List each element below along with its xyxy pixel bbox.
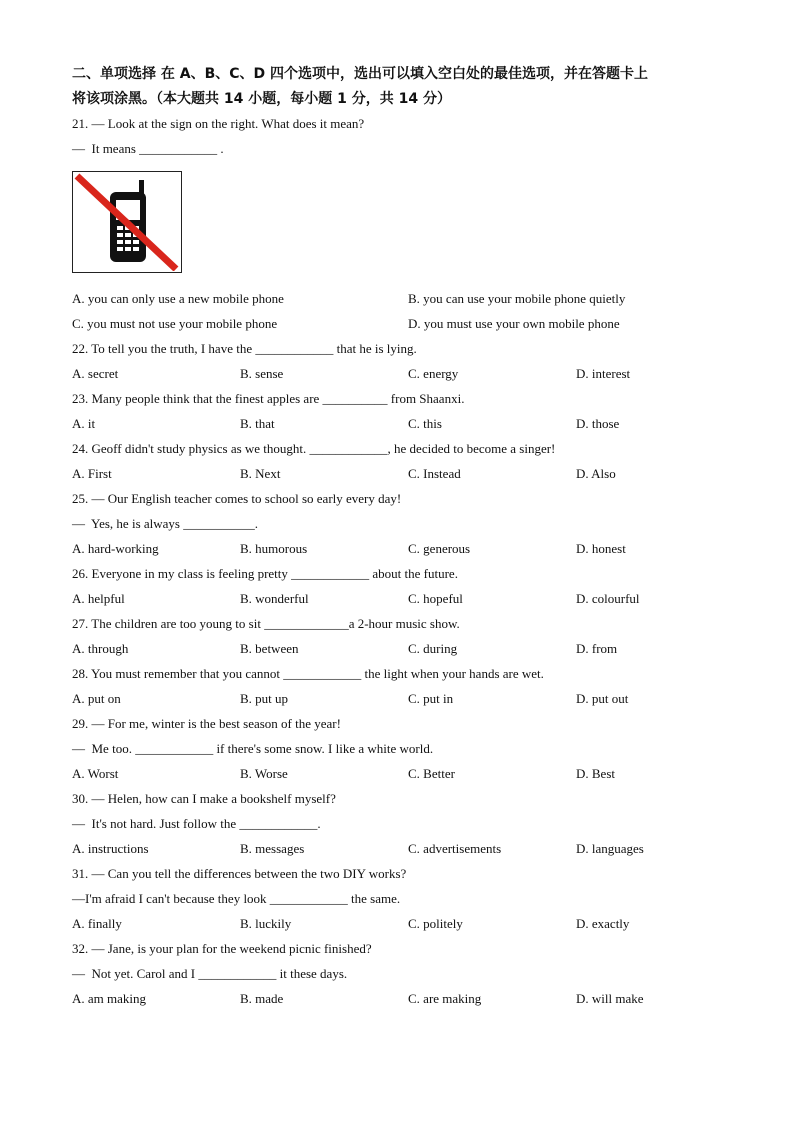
section-title-line1: 二、单项选择 在 A、B、C、D 四个选项中，选出可以填入空白处的最佳选项，并在答题卡上	[72, 66, 649, 82]
answer-option[interactable]: D. Also	[576, 466, 616, 481]
answer-option[interactable]: D. you must use your own mobile phone	[408, 316, 620, 331]
answer-option[interactable]: B. between	[240, 641, 299, 656]
answer-option[interactable]: C. generous	[408, 541, 471, 556]
answer-option[interactable]: B. that	[240, 416, 275, 431]
answer-option[interactable]: B. humorous	[240, 541, 308, 556]
answer-option[interactable]: D. colourful	[576, 591, 640, 606]
answer-option[interactable]: C. are making	[408, 991, 482, 1006]
question-stem: 23. Many people think that the finest apples are __________ from Shaanxi.	[72, 391, 465, 406]
question-stem: 28. You must remember that you cannot ____________ the light when your hands are wet.	[72, 666, 544, 681]
answer-option[interactable]: B. put up	[240, 691, 289, 706]
answer-option[interactable]: C. energy	[408, 366, 459, 381]
answer-option[interactable]: D. Best	[576, 766, 615, 781]
answer-option[interactable]: A. helpful	[72, 591, 125, 606]
question-response-line: —I'm afraid I can't because they look ____________ the same.	[72, 891, 401, 906]
answer-option[interactable]: D. honest	[576, 541, 626, 556]
answer-option[interactable]: B. luckily	[240, 916, 292, 931]
answer-option[interactable]: B. made	[240, 991, 284, 1006]
answer-option[interactable]: A. finally	[72, 916, 122, 931]
answer-option[interactable]: C. this	[408, 416, 442, 431]
answer-option[interactable]: B. messages	[240, 841, 305, 856]
answer-option[interactable]: D. languages	[576, 841, 644, 856]
answer-option[interactable]: D. interest	[576, 366, 631, 381]
question-response-line: — It's not hard. Just follow the ____________.	[72, 816, 321, 831]
question-stem: 24. Geoff didn't study physics as we thought. ____________, he decided to become a singer!	[72, 441, 556, 456]
answer-option[interactable]: D. those	[576, 416, 620, 431]
answer-option[interactable]: A. First	[72, 466, 112, 481]
section-header	[72, 62, 732, 112]
question-stem: 21. — Look at the sign on the right. What does it mean?	[72, 116, 365, 131]
answer-option[interactable]: A. put on	[72, 691, 121, 706]
question-response-line: — Yes, he is always ___________.	[72, 516, 258, 531]
answer-option[interactable]: A. instructions	[72, 841, 149, 856]
answer-option[interactable]: C. advertisements	[408, 841, 502, 856]
answer-option[interactable]: D. put out	[576, 691, 629, 706]
question-stem: 32. — Jane, is your plan for the weekend picnic finished?	[72, 941, 372, 956]
answer-option[interactable]: C. hopeful	[408, 591, 463, 606]
question-response-line: — It means ____________ .	[72, 141, 224, 156]
answer-option[interactable]: A. Worst	[72, 766, 119, 781]
answer-option[interactable]: C. Better	[408, 766, 455, 781]
answer-option[interactable]: D. exactly	[576, 916, 630, 931]
answer-option[interactable]: A. through	[72, 641, 129, 656]
answer-option[interactable]: C. you must not use your mobile phone	[72, 316, 278, 331]
answer-option[interactable]: D. will make	[576, 991, 644, 1006]
question-stem: 25. — Our English teacher comes to school so early every day!	[72, 491, 402, 506]
question-stem: 27. The children are too young to sit _____________a 2-hour music show.	[72, 616, 460, 631]
answer-option[interactable]: C. Instead	[408, 466, 461, 481]
answer-option[interactable]: B. you can use your mobile phone quietly	[408, 291, 626, 306]
answer-option[interactable]: A. you can only use a new mobile phone	[72, 291, 284, 306]
question-stem: 29. — For me, winter is the best season of the year!	[72, 716, 341, 731]
section-title-line2: 将该项涂黑。（本大题共 14 小题，每小题 1 分，共 14 分）	[72, 91, 451, 107]
question-stem: 22. To tell you the truth, I have the ____________ that he is lying.	[72, 341, 417, 356]
answer-option[interactable]: B. wonderful	[240, 591, 309, 606]
answer-option[interactable]: A. secret	[72, 366, 119, 381]
answer-option[interactable]: B. sense	[240, 366, 284, 381]
answer-option[interactable]: A. hard-working	[72, 541, 159, 556]
answer-option[interactable]: C. during	[408, 641, 458, 656]
answer-option[interactable]: C. politely	[408, 916, 463, 931]
question-response-line: — Not yet. Carol and I ____________ it these days.	[72, 966, 348, 981]
answer-option[interactable]: A. am making	[72, 991, 147, 1006]
question-stem: 30. — Helen, how can I make a bookshelf myself?	[72, 791, 336, 806]
question-stem: 31. — Can you tell the differences between the two DIY works?	[72, 866, 407, 881]
answer-option[interactable]: D. from	[576, 641, 618, 656]
no-mobile-phone-icon	[72, 171, 182, 273]
question-response-line: — Me too. ____________ if there's some snow. I like a white world.	[72, 741, 434, 756]
answer-option[interactable]: C. put in	[408, 691, 454, 706]
answer-option[interactable]: A. it	[72, 416, 96, 431]
answer-option[interactable]: B. Next	[240, 466, 281, 481]
answer-option[interactable]: B. Worse	[240, 766, 288, 781]
question-stem: 26. Everyone in my class is feeling pretty ____________ about the future.	[72, 566, 458, 581]
